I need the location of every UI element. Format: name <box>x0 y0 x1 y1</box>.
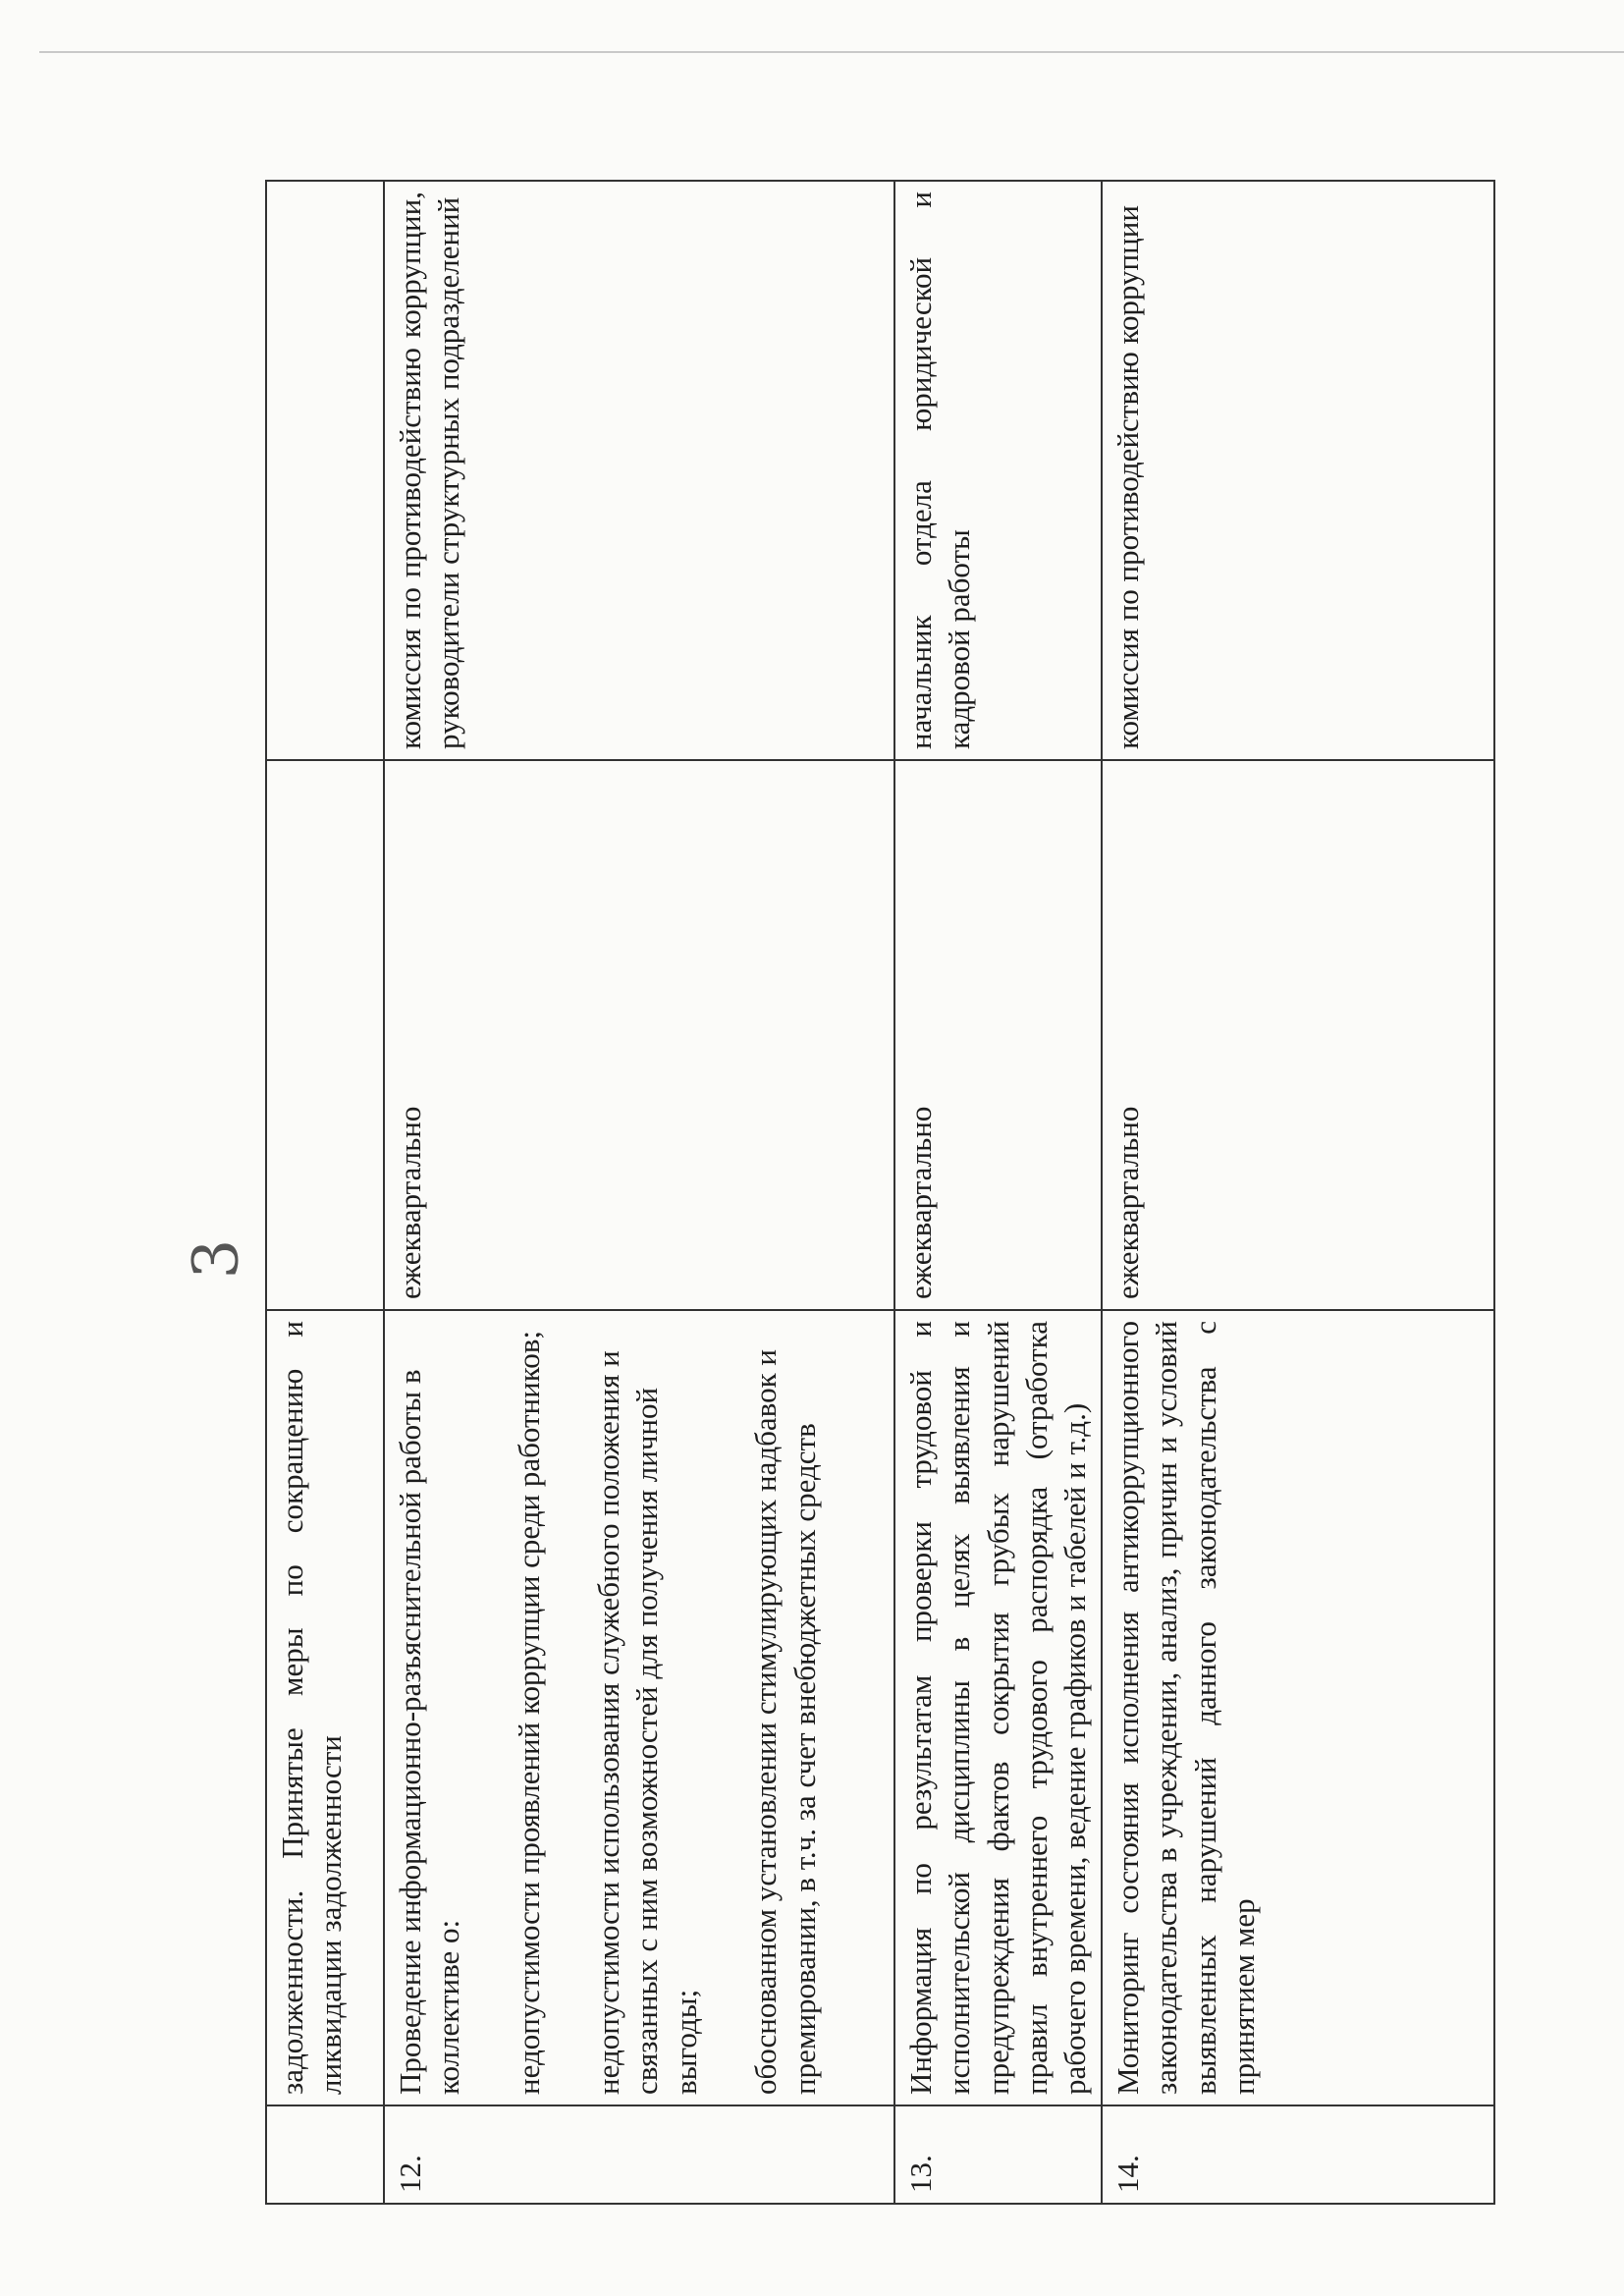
responsible-cell: комиссия по противодействию коррупции, руководители структурных подразделений <box>384 181 894 760</box>
row-number-cell: 13. <box>894 2105 1102 2204</box>
table-row <box>384 181 894 2204</box>
action-text: Информация по результатам проверки трудовой и исполнительской дисциплины в целях выявления и предупреждения фактов сокрытия грубых нарушений правил внутреннего трудового распорядка (отработка рабочего времени, ведение графиков и табелей и т.д.) <box>903 1321 1093 2095</box>
period-cell: ежеквартально <box>894 760 1102 1310</box>
action-text: недопустимости проявлений коррупции среди работников; <box>511 1331 546 2095</box>
period-cell: ежеквартально <box>384 760 894 1310</box>
action-cell <box>1102 1310 1494 2105</box>
action-text: Проведение информационно-разъяснительной работы в коллективе о: <box>393 1369 466 2095</box>
action-text: недопустимости использования служебного положения и связанных с ним возможностей для получения личной выгоды; <box>591 1350 703 2095</box>
action-text: задолженности. Принятые меры по сокращению и ликвидации задолженности <box>275 1321 349 2095</box>
table-row <box>266 181 384 2204</box>
action-text: обоснованном установлении стимулирующих надбавок и премировании, в т.ч. за счет внебюджетных средств <box>748 1348 822 2095</box>
action-cell <box>894 1310 1102 2105</box>
period-cell: ежеквартально <box>1102 760 1494 1310</box>
action-cell <box>384 1310 894 2105</box>
period-cell <box>266 760 384 1310</box>
action-text: Мониторинг состояния исполнения антикоррупционного законодательства в учреждении, анализ, причин и условий выявленных нарушений данного законодательства с принятием мер <box>1110 1321 1261 2095</box>
row-number-cell: 14. <box>1102 2105 1494 2204</box>
action-cell <box>266 1310 384 2105</box>
row-number-cell <box>266 2105 384 2204</box>
measures-table <box>265 180 1495 2205</box>
responsible-cell <box>266 181 384 760</box>
responsible-cell: начальник отдела юридической и кадровой работы <box>894 181 1102 760</box>
scan-top-line <box>39 51 1624 53</box>
responsible-cell: комиссия по противодействию коррупции <box>1102 181 1494 760</box>
row-number-cell: 12. <box>384 2105 894 2204</box>
rotated-table-sheet <box>265 182 1483 2205</box>
table-row <box>894 181 1102 2204</box>
handwritten-page-number: 3 <box>180 1238 253 1280</box>
table-row <box>1102 181 1494 2204</box>
